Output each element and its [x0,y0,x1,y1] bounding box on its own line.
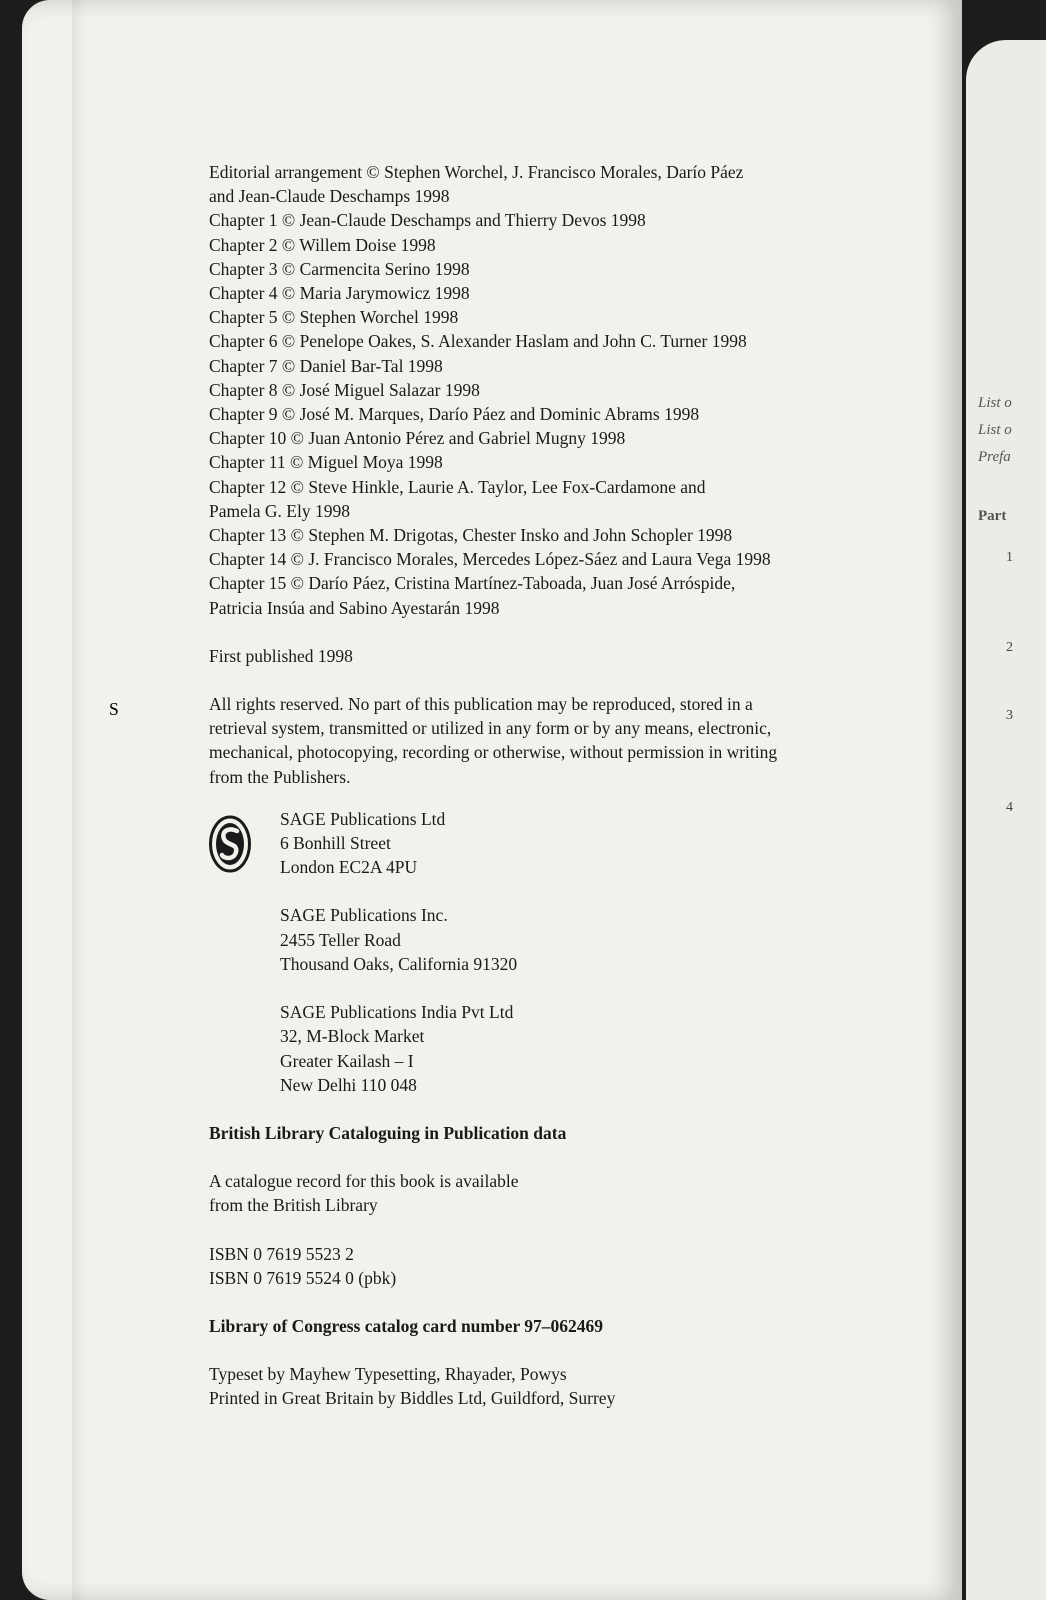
catalogue-line: from the British Library [209,1195,378,1216]
copyright-line: Chapter 15 © Darío Páez, Cristina Martínez-Taboada, Juan José Arróspide, [209,573,736,594]
facing-page-number: 1 [1006,550,1013,565]
copyright-line: Chapter 6 © Penelope Oakes, S. Alexander Haslam and John C. Turner 1998 [209,331,747,352]
address-line: London EC2A 4PU [280,857,418,878]
copyright-line: Chapter 1 © Jean-Claude Deschamps and Thierry Devos 1998 [209,210,646,231]
copyright-line: Pamela G. Ely 1998 [209,500,350,521]
copyright-line: Chapter 14 © J. Francisco Morales, Mercedes López-Sáez and Laura Vega 1998 [209,549,771,570]
logo-letter: S [109,698,119,719]
facing-page-number: 4 [1006,800,1013,815]
address-line: SAGE Publications India Pvt Ltd [280,1002,514,1023]
first-published: First published 1998 [209,645,353,666]
facing-page-number: 3 [1006,708,1013,723]
address-line: New Delhi 110 048 [280,1074,417,1095]
isbn-block [209,1242,869,1290]
rights-line: mechanical, photocopying, recording or otherwise, without permission in writing [209,742,778,763]
rights-line: All rights reserved. No part of this publication may be reproduced, stored in a [209,694,753,715]
address-line: 6 Bonhill Street [280,833,391,854]
rights-line: retrieval system, transmitted or utilized in any form or by any means, electronic, [209,718,772,739]
isbn-line: ISBN 0 7619 5524 0 (pbk) [209,1267,397,1288]
library-of-congress-line: Library of Congress catalog card number 97–062469 [209,1315,604,1336]
copyright-line: Chapter 7 © Daniel Bar-Tal 1998 [209,355,443,376]
copyright-line: Chapter 13 © Stephen M. Drigotas, Chester Insko and John Schopler 1998 [209,525,733,546]
publisher-address-us [280,903,869,976]
copyright-notices [209,160,869,620]
address-line: SAGE Publications Inc. [280,905,448,926]
facing-page-line: Prefa [978,449,1011,465]
rights-statement [209,692,869,789]
address-line: 2455 Teller Road [280,929,401,950]
copyright-line: Chapter 3 © Carmencita Serino 1998 [209,258,470,279]
copyright-line: Chapter 10 © Juan Antonio Pérez and Gabriel Mugny 1998 [209,428,626,449]
copyright-line: Chapter 11 © Miguel Moya 1998 [209,452,443,473]
printer-line: Printed in Great Britain by Biddles Ltd, Guildford, Surrey [209,1388,616,1409]
publisher-address-uk [280,807,869,880]
printer-info [209,1362,869,1410]
copyright-line: Patricia Insúa and Sabino Ayestarán 1998 [209,597,500,618]
sage-logo-icon [109,698,251,873]
copyright-line: Chapter 4 © Maria Jarymowicz 1998 [209,283,470,304]
british-library-heading: British Library Cataloguing in Publication data [209,1122,567,1143]
isbn-line: ISBN 0 7619 5523 2 [209,1243,354,1264]
rights-line: from the Publishers. [209,766,351,787]
address-line: Greater Kailash – I [280,1050,414,1071]
copyright-line: and Jean-Claude Deschamps 1998 [209,186,450,207]
facing-page-line: List o [978,422,1012,438]
copyright-line: Chapter 5 © Stephen Worchel 1998 [209,307,459,328]
copyright-line: Chapter 2 © Willem Doise 1998 [209,234,436,255]
copyright-line: Chapter 9 © José M. Marques, Darío Páez and Dominic Abrams 1998 [209,404,700,425]
copyright-line: Editorial arrangement © Stephen Worchel, J. Francisco Morales, Darío Páez [209,162,744,182]
facing-page-line: List o [978,395,1012,411]
catalogue-line: A catalogue record for this book is available [209,1171,519,1192]
copyright-line: Chapter 12 © Steve Hinkle, Laurie A. Taylor, Lee Fox-Cardamone and [209,476,706,497]
address-line: SAGE Publications Ltd [280,808,446,829]
copyright-line: Chapter 8 © José Miguel Salazar 1998 [209,379,480,400]
copyright-page-content [109,160,869,1411]
address-line: 32, M-Block Market [280,1026,425,1047]
facing-page-part: Part [978,508,1007,524]
publisher-address-india [280,1000,869,1097]
facing-page [966,40,1046,1600]
printer-line: Typeset by Mayhew Typesetting, Rhayader, Powys [209,1364,567,1385]
page-gutter-shadow [72,0,86,1600]
catalogue-record [209,1169,869,1217]
address-line: Thousand Oaks, California 91320 [280,953,518,974]
facing-page-number: 2 [1006,640,1013,655]
